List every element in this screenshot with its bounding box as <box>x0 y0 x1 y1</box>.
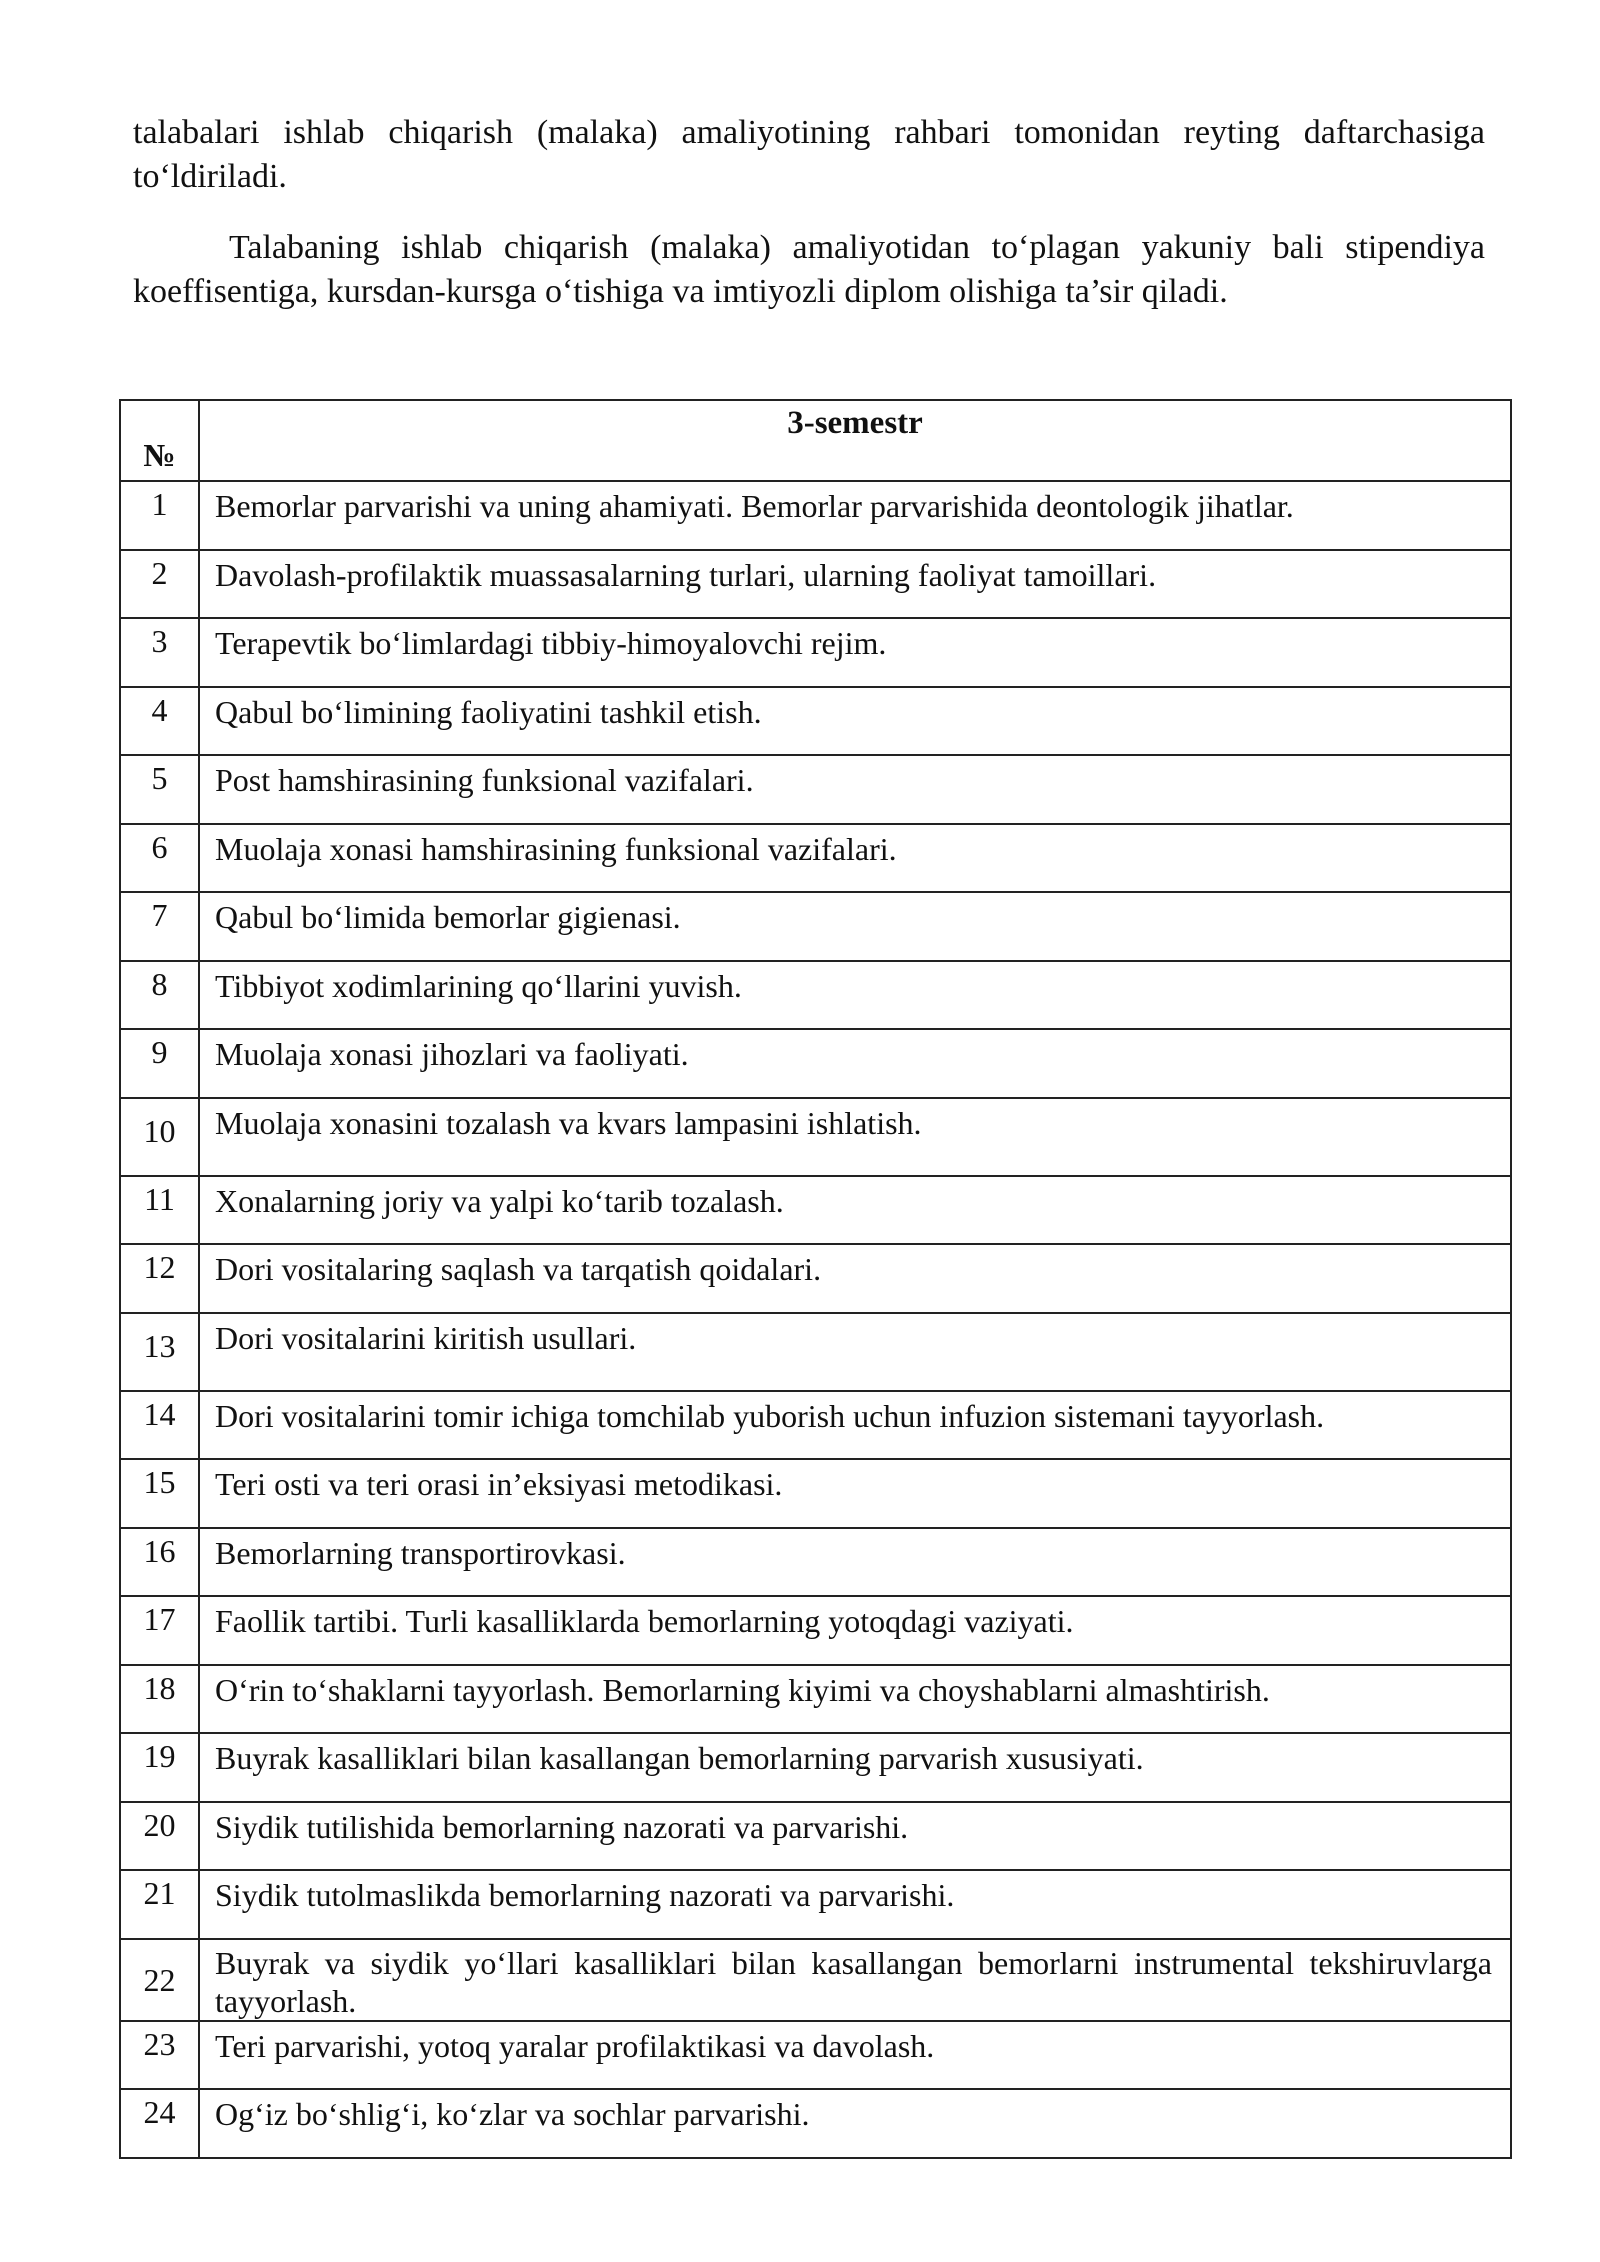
row-number: 6 <box>120 824 199 893</box>
table-row <box>120 892 1511 961</box>
row-topic: Buyrak va siydik yo‘llari kasalliklari bilan kasallangan bemorlarni instrumental tekshiruvlarga tayyorlash. <box>199 1939 1511 2021</box>
row-topic: Muolaja xonasi hamshirasining funksional vazifalari. <box>199 824 1511 893</box>
table-row <box>120 1029 1511 1098</box>
table-row <box>120 1528 1511 1597</box>
row-number: 12 <box>120 1244 199 1313</box>
table-row <box>120 618 1511 687</box>
row-number: 8 <box>120 961 199 1030</box>
row-topic: Buyrak kasalliklari bilan kasallangan bemorlarning parvarish xususiyati. <box>199 1733 1511 1802</box>
row-number: 21 <box>120 1870 199 1939</box>
row-topic: Post hamshirasining funksional vazifalari. <box>199 755 1511 824</box>
row-number: 2 <box>120 550 199 619</box>
row-number: 1 <box>120 481 199 550</box>
row-number: 11 <box>120 1176 199 1245</box>
row-topic: O‘rin to‘shaklarni tayyorlash. Bemorlarning kiyimi va choyshablarni almashtirish. <box>199 1665 1511 1734</box>
table-row <box>120 1244 1511 1313</box>
row-number: 4 <box>120 687 199 756</box>
row-number: 9 <box>120 1029 199 1098</box>
header-number: № <box>120 400 199 481</box>
row-topic: Muolaja xonasi jihozlari va faoliyati. <box>199 1029 1511 1098</box>
table-row <box>120 1391 1511 1460</box>
row-number: 7 <box>120 892 199 961</box>
row-topic: Og‘iz bo‘shlig‘i, ko‘zlar va sochlar parvarishi. <box>199 2089 1511 2158</box>
row-number: 10 <box>120 1098 199 1176</box>
row-number: 23 <box>120 2021 199 2090</box>
table-row <box>120 1802 1511 1871</box>
row-topic: Faollik tartibi. Turli kasalliklarda bemorlarning yotoqdagi vaziyati. <box>199 1596 1511 1665</box>
table-row <box>120 961 1511 1030</box>
topics-table <box>119 399 1512 2159</box>
row-topic: Qabul bo‘limining faoliyatini tashkil etish. <box>199 687 1511 756</box>
table-row <box>120 824 1511 893</box>
table-row <box>120 1176 1511 1245</box>
table-row <box>120 1098 1511 1176</box>
table-row <box>120 1596 1511 1665</box>
row-topic: Siydik tutilishida bemorlarning nazorati va parvarishi. <box>199 1802 1511 1871</box>
row-number: 24 <box>120 2089 199 2158</box>
row-number: 13 <box>120 1313 199 1391</box>
table-header-row <box>120 400 1511 481</box>
row-number: 3 <box>120 618 199 687</box>
table-row <box>120 550 1511 619</box>
row-topic: Davolash-profilaktik muassasalarning turlari, ularning faoliyat tamoillari. <box>199 550 1511 619</box>
header-semester: 3-semestr <box>199 400 1511 481</box>
row-topic: Tibbiyot xodimlarining qo‘llarini yuvish. <box>199 961 1511 1030</box>
table-row <box>120 1733 1511 1802</box>
row-topic: Dori vositalarini tomir ichiga tomchilab yuborish uchun infuzion sistemani tayyorlash. <box>199 1391 1511 1460</box>
row-topic: Dori vositalarini kiritish usullari. <box>199 1313 1511 1391</box>
table-row <box>120 687 1511 756</box>
paragraph-intro: talabalari ishlab chiqarish (malaka) amaliyotining rahbari tomonidan reyting daftarchasiga to‘ldiriladi. <box>133 114 1485 195</box>
paragraph-grading: Talabaning ishlab chiqarish (malaka) amaliyotidan to‘plagan yakuniy bali stipendiya koeffisentiga, kursdan-kursga o‘tishiga va imtiyozli diplom olishiga ta’sir qiladi. <box>133 229 1485 310</box>
table-row <box>120 2089 1511 2158</box>
table-row <box>120 481 1511 550</box>
table-row <box>120 1665 1511 1734</box>
row-topic: Bemorlarning transportirovkasi. <box>199 1528 1511 1597</box>
row-topic: Bemorlar parvarishi va uning ahamiyati. Bemorlar parvarishida deontologik jihatlar. <box>199 481 1511 550</box>
table-row <box>120 1459 1511 1528</box>
row-number: 22 <box>120 1939 199 2021</box>
row-topic: Siydik tutolmaslikda bemorlarning nazorati va parvarishi. <box>199 1870 1511 1939</box>
row-number: 5 <box>120 755 199 824</box>
table-row <box>120 755 1511 824</box>
row-number: 17 <box>120 1596 199 1665</box>
table-row <box>120 2021 1511 2090</box>
row-number: 16 <box>120 1528 199 1597</box>
row-topic: Teri osti va teri orasi in’eksiyasi metodikasi. <box>199 1459 1511 1528</box>
table-row <box>120 1313 1511 1391</box>
table-row <box>120 1870 1511 1939</box>
row-topic: Qabul bo‘limida bemorlar gigienasi. <box>199 892 1511 961</box>
row-number: 15 <box>120 1459 199 1528</box>
row-number: 19 <box>120 1733 199 1802</box>
row-topic: Dori vositalaring saqlash va tarqatish qoidalari. <box>199 1244 1511 1313</box>
row-topic: Teri parvarishi, yotoq yaralar profilaktikasi va davolash. <box>199 2021 1511 2090</box>
row-topic: Muolaja xonasini tozalash va kvars lampasini ishlatish. <box>199 1098 1511 1176</box>
table-row <box>120 1939 1511 2021</box>
row-topic: Terapevtik bo‘limlardagi tibbiy-himoyalovchi rejim. <box>199 618 1511 687</box>
row-topic: Xonalarning joriy va yalpi ko‘tarib tozalash. <box>199 1176 1511 1245</box>
row-number: 14 <box>120 1391 199 1460</box>
row-number: 20 <box>120 1802 199 1871</box>
row-number: 18 <box>120 1665 199 1734</box>
